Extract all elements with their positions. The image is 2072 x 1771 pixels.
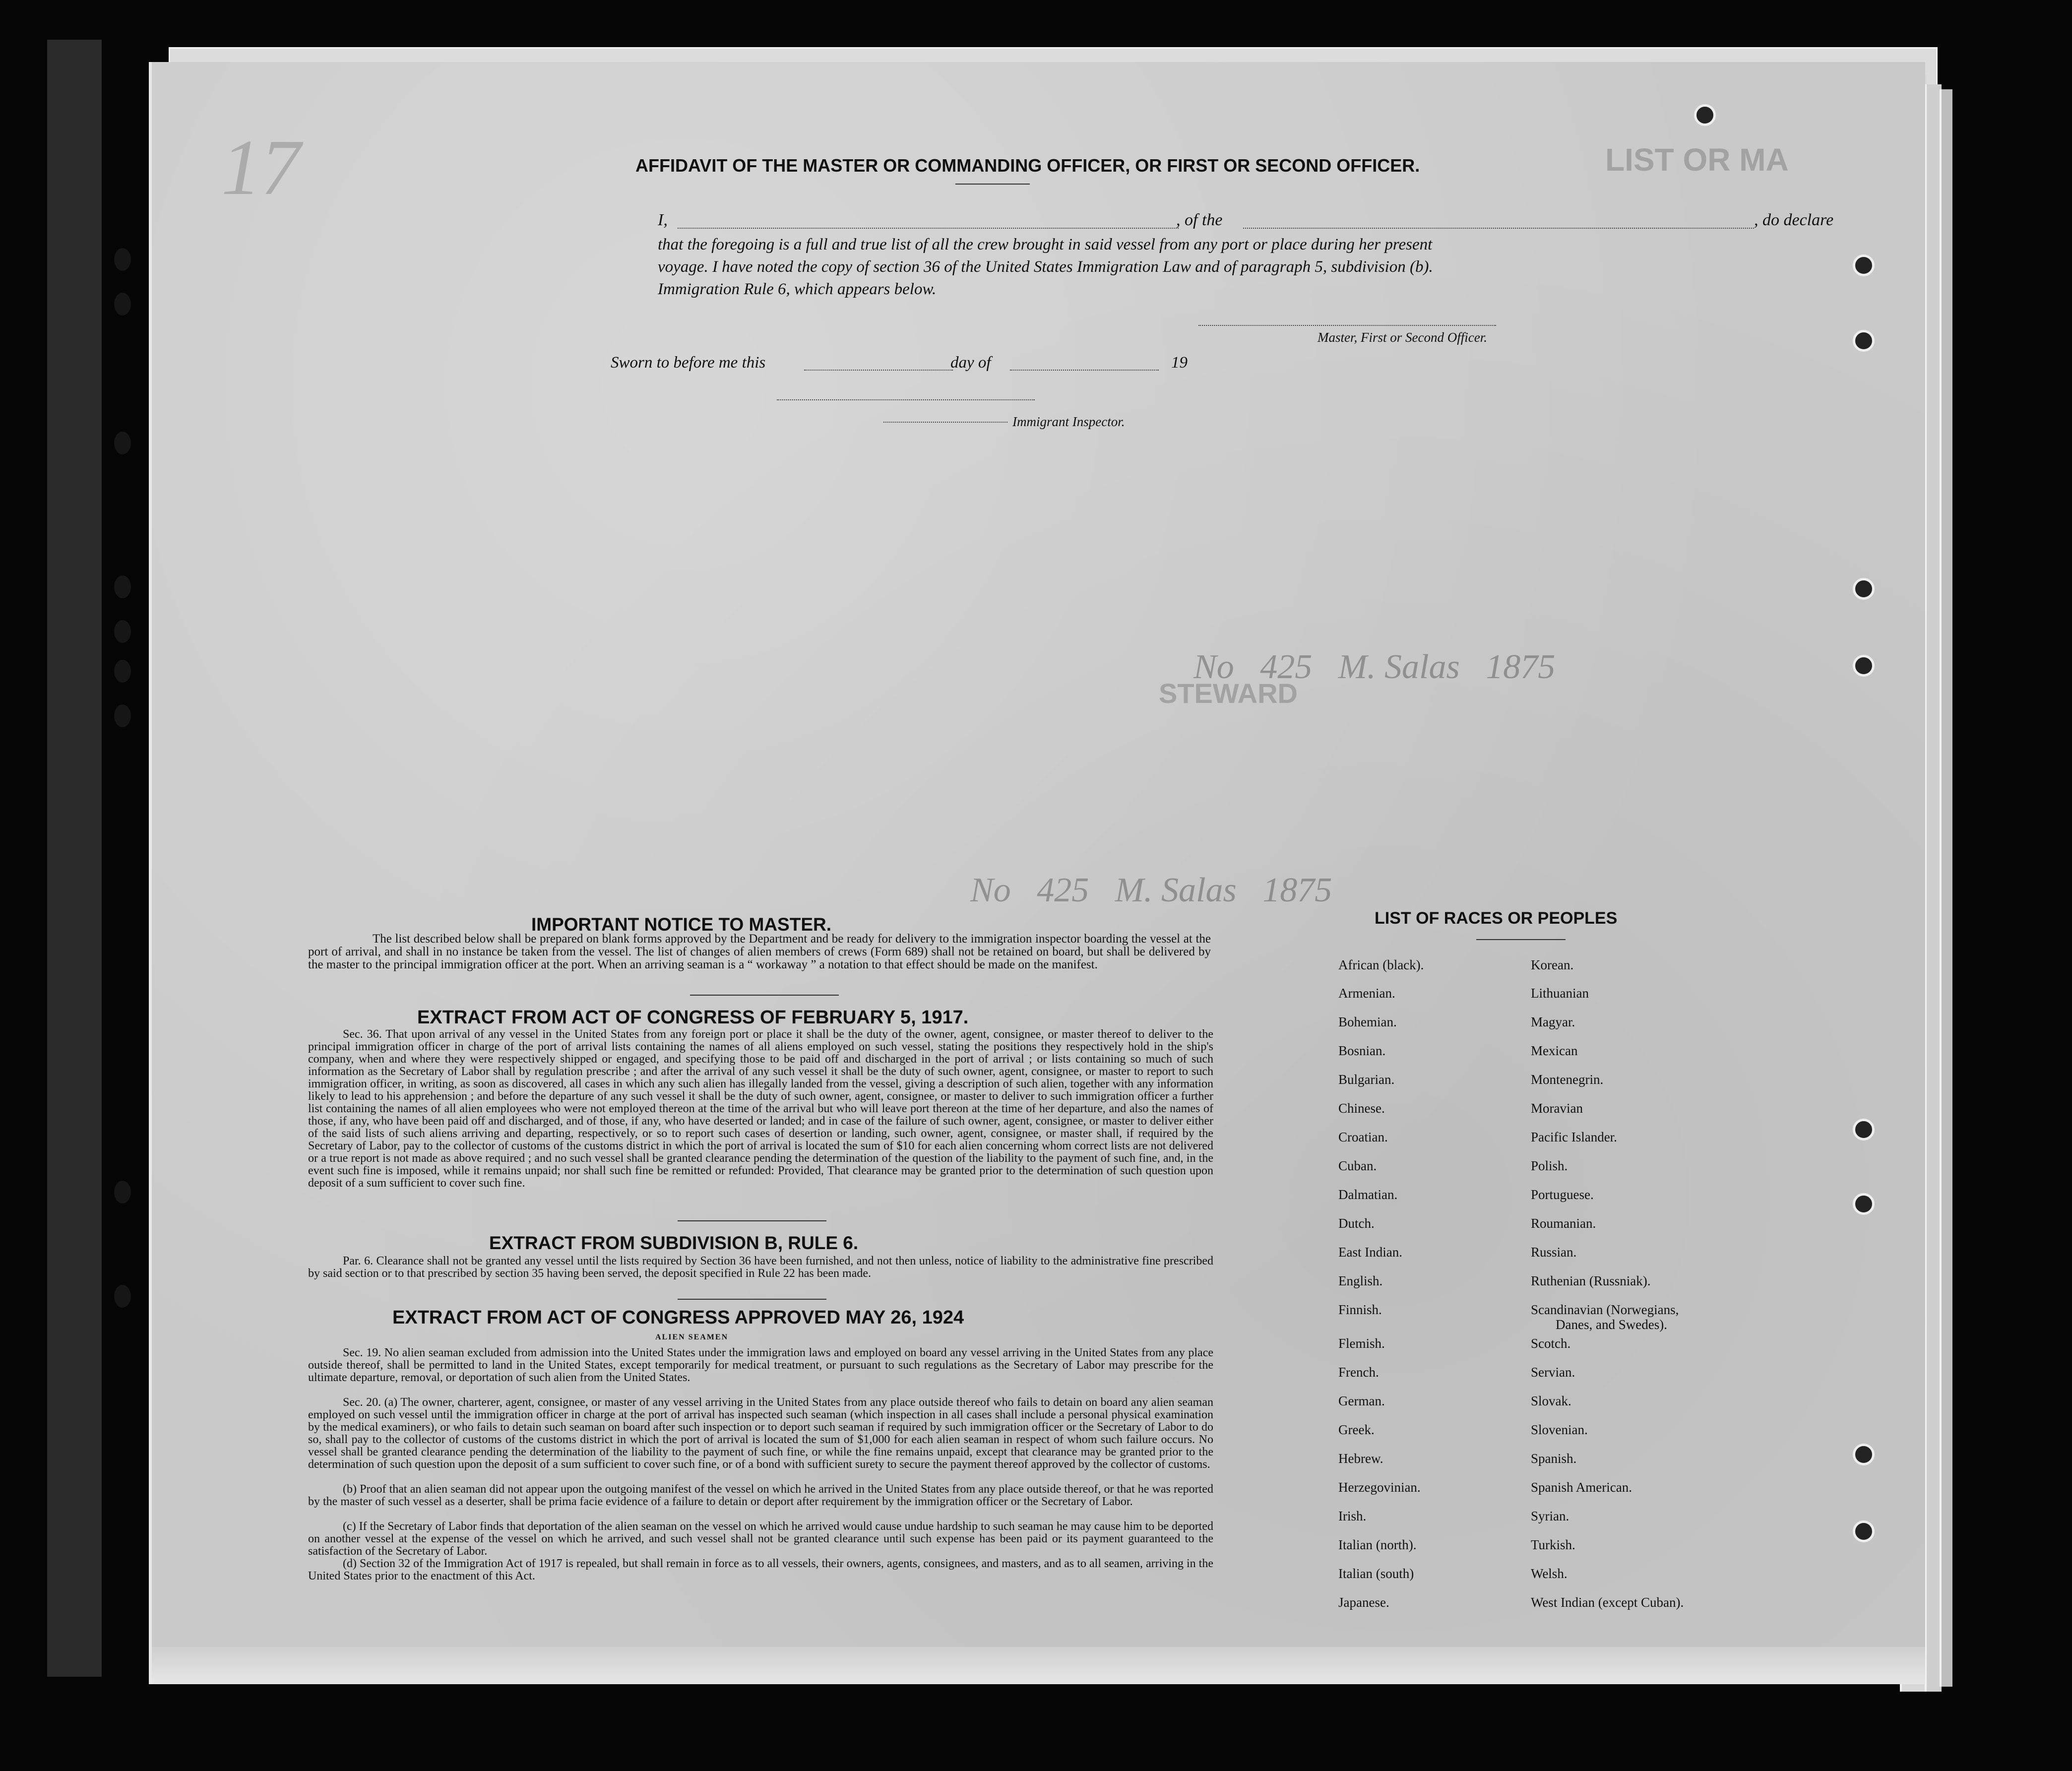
race-item: Italian (south) xyxy=(1338,1566,1414,1581)
rule6-body: Par. 6. Clearance shall not be granted any vessel until the lists required by Section 36 have been furnished, and not then unless, notice of liability to the administrative fine prescribed by said section or to that prescribed by section 35 having been served, the deposit specified in Rule 22 has been made. xyxy=(308,1255,1213,1280)
punch-hole xyxy=(1853,655,1875,677)
race-item: Syrian. xyxy=(1531,1509,1570,1523)
extract1924-sec20b: (b) Proof that an alien seaman did not appear upon the outgoing manifest of the vessel on which he arrived in the United States from any place outside thereof, or that he was reported by the master of such vessel as a deserter, shall be prima facie evidence of a failure to detain or deport after requirement by the immigration officer or the Secretary of Labor. xyxy=(308,1483,1213,1508)
page-edge-strip xyxy=(1925,84,1942,1692)
punch-hole xyxy=(1853,1444,1875,1465)
race-item: French. xyxy=(1338,1365,1379,1380)
binding-hole xyxy=(114,1285,131,1308)
race-item: Welsh. xyxy=(1531,1566,1568,1581)
extract1924-sec20a: Sec. 20. (a) The owner, charterer, agent, consignee, or master of any vessel arriving in the United States from any place outside thereof who fails to detain on board any alien seaman employed on such vessel until the immigration officer in charge at the port of arrival has inspected such seaman (which inspection in all cases shall include a personal physical examination by the medical examiners), or who fails to detain such seaman on board after such inspection or to deport such seaman if required by such immigration officer or the Secretary of Labor to do so, shall pay to the collector of customs of the customs district in which the port of arrival is located the sum of $1,000 for each alien seaman in respect of whom such failure occurs. No vessel shall be granted clearance pending the determination of the liability to the payment of such fine, or while the fine remains unpaid, except that clearance may be granted prior to the determination of such question upon the deposit of a sum sufficient to cover such fine, or of a bond with sufficient surety to secure the payment thereof approved by the collector of customs. xyxy=(308,1396,1213,1471)
extract1917-divider xyxy=(678,1220,826,1221)
race-item: Turkish. xyxy=(1531,1537,1575,1552)
race-item: Portuguese. xyxy=(1531,1187,1594,1202)
race-item: Russian. xyxy=(1531,1245,1577,1260)
race-item: Cuban. xyxy=(1338,1158,1377,1173)
year-label: 19 xyxy=(1171,354,1188,372)
punch-hole xyxy=(1853,1193,1875,1215)
race-item: Pacific Islander. xyxy=(1531,1130,1617,1144)
sworn-day-blank[interactable] xyxy=(804,370,953,371)
race-item: Scandinavian (Norwegians, xyxy=(1531,1302,1679,1317)
extract1924-sec20d: (d) Section 32 of the Immigration Act of 1917 is repealed, but shall remain in force as to all vessels, their owners, agents, consignees, and masters, and as to all seamen, arriving in the United States prior to the enactment of this Act. xyxy=(308,1557,1213,1582)
notice-title: IMPORTANT NOTICE TO MASTER. xyxy=(531,914,832,935)
race-item: East Indian. xyxy=(1338,1245,1402,1260)
affidavit-line4: Immigration Rule 6, which appears below. xyxy=(658,280,937,298)
notice-divider xyxy=(690,995,839,996)
race-item: Armenian. xyxy=(1338,986,1395,1001)
sworn-label: Sworn to before me this xyxy=(611,354,766,372)
race-item: Lithuanian xyxy=(1531,986,1589,1001)
master-signature-line[interactable] xyxy=(1198,325,1496,326)
race-item-continuation: Danes, and Swedes). xyxy=(1556,1317,1667,1332)
notice-body: The list described below shall be prepared on blank forms approved by the Department and be ready for delivery to the immigration inspector boarding the vessel at the port of arrival, and shall in no instance be taken from the vessel. The list of changes of alien members of crews (Form 689) shall not be retained on board, but shall be delivered by the master to the principal immigration officer at the port. When an arriving seaman is a “ workaway ” a notation to that effect should be made on the manifest. xyxy=(308,932,1211,971)
race-item: Japanese. xyxy=(1338,1595,1389,1610)
race-item: Montenegrin. xyxy=(1531,1072,1604,1087)
inspector-caption: Immigrant Inspector. xyxy=(1012,414,1125,429)
left-binding-strip xyxy=(47,40,102,1677)
race-item: Bohemian. xyxy=(1338,1014,1397,1029)
day-of-label: day of xyxy=(950,354,991,372)
race-item: Hebrew. xyxy=(1338,1451,1383,1466)
race-item: Spanish American. xyxy=(1531,1480,1632,1495)
page-edge-strip xyxy=(1940,89,1952,1687)
inspector-signature-line[interactable] xyxy=(777,399,1035,400)
binding-hole xyxy=(114,575,131,598)
extract1924-sec20c: (c) If the Secretary of Labor finds that deportation of the alien seaman on the vessel on which he arrived would cause undue hardship to such seaman he may cause him to be deported on another vessel at the expense of the vessel on which he arrived, and such vessel shall not be granted clearance until such expense has been paid or its payment guaranteed to the satisfaction of the Secretary of Labor. xyxy=(308,1520,1213,1558)
affidavit-vessel-blank[interactable] xyxy=(1243,228,1754,229)
race-item: Spanish. xyxy=(1531,1451,1577,1466)
race-item: Croatian. xyxy=(1338,1130,1388,1144)
sworn-month-blank[interactable] xyxy=(1010,370,1159,371)
affidavit-title: AFFIDAVIT OF THE MASTER OR COMMANDING OFFICER, OR FIRST OR SECOND OFFICER. xyxy=(635,155,1420,176)
extract1917-body: Sec. 36. That upon arrival of any vessel in the United States from any foreign port or place it shall be the duty of the owner, agent, consignee, or master thereof to deliver to the principal immigration officer in charge of the port of arrival lists containing the names of all aliens employed on such vessel, stating the positions they respectively hold in the ship's company, when and where they were respectively shipped or engaged, and specifying those to be paid off and discharged in the port of arrival ; or lists containing so much of such information as the Secretary of Labor shall by regulation prescribe ; and after the arrival of any such vessel it shall be the duty of such owner, agent, consignee, or master to report to such immigration officer, in writing, as soon as discovered, all cases in which any such alien has illegally landed from the vessel, giving a description of such alien, together with any information likely to lead to his apprehension ; and before the departure of any such vessel it shall be the duty of such owner, agent, consignee, or master to deliver to such immigration officer a further list containing the names of all alien employees who were not employed thereon at the time of the arrival but who will leave port thereon at the time of her departure, and also the names of those, if any, who have been paid off and discharged, and of those, if any, who have deserted or landed; and in case of the failure of such owner, agent, consignee, or master to deliver either of the said lists of such aliens arriving and departing, respectively, or so to report such cases of desertion or landing, such owner, agent, consignee, or master shall, if required by the Secretary of Labor, pay to the collector of customs of the customs district in which the port of arrival is located the sum of $10 for each alien concerning whom correct lists are not delivered or a true report is not made as above required ; and no such vessel shall be granted clearance pending the determination of the question of the liability to the payment of such fine, and, in the event such fine is imposed, while it remains unpaid; nor shall such fine be remitted or refunded: Provided, That clearance may be granted prior to the determination of such question upon deposit of a sum sufficient to cover such fine. xyxy=(308,1028,1213,1190)
punch-hole xyxy=(1853,330,1875,352)
extract1924-sec19: Sec. 19. No alien seaman excluded from admission into the United States under the immigration laws and employed on board any vessel arriving in the United States from any place outside thereof, shall be permitted to land in the United States, except temporarily for medical treatment, or pursuant to such regulations as the Secretary of Labor may prescribe for the ultimate departure, removal, or deportation of such alien from the United States. xyxy=(308,1346,1213,1384)
rule6-title: EXTRACT FROM SUBDIVISION B, RULE 6. xyxy=(489,1233,859,1253)
race-item: African (black). xyxy=(1338,957,1424,972)
race-item: English. xyxy=(1338,1273,1383,1288)
race-item: Slovenian. xyxy=(1531,1422,1588,1437)
race-item: Slovak. xyxy=(1531,1393,1571,1408)
affidavit-title-underline xyxy=(955,184,1030,185)
bleed-through-handwriting: No 425 M. Salas 1875 xyxy=(970,871,1332,909)
inspector-signature-line-2[interactable] xyxy=(883,422,1007,423)
extract1924-subtitle: ALIEN SEAMEN xyxy=(655,1333,729,1341)
race-item: Bosnian. xyxy=(1338,1043,1386,1058)
race-item: Roumanian. xyxy=(1531,1216,1596,1231)
punch-hole xyxy=(1853,1119,1875,1140)
extract1924-title: EXTRACT FROM ACT OF CONGRESS APPROVED MAY 26, 1924 xyxy=(392,1307,964,1328)
race-item: Servian. xyxy=(1531,1365,1575,1380)
race-item: Moravian xyxy=(1531,1101,1583,1116)
bleed-through-handwriting: No 425 M. Salas 1875 xyxy=(1193,648,1556,686)
race-item: Scotch. xyxy=(1531,1336,1571,1351)
race-item: Dutch. xyxy=(1338,1216,1375,1231)
race-item: Ruthenian (Russniak). xyxy=(1531,1273,1651,1288)
master-caption: Master, First or Second Officer. xyxy=(1318,330,1487,345)
affidavit-line2: that the foregoing is a full and true list of all the crew brought in said vessel from any port or place during her present xyxy=(658,236,1433,253)
race-item: German. xyxy=(1338,1393,1385,1408)
punch-hole xyxy=(1853,578,1875,600)
binding-hole xyxy=(114,293,131,316)
binding-hole xyxy=(114,704,131,727)
race-item: Bulgarian. xyxy=(1338,1072,1395,1087)
race-item: Chinese. xyxy=(1338,1101,1385,1116)
corner-handwriting: 17 xyxy=(221,123,301,211)
race-item: Korean. xyxy=(1531,957,1574,972)
manifest-page xyxy=(149,62,1925,1684)
race-item: Irish. xyxy=(1338,1509,1367,1523)
affidavit-line1-of: , of the xyxy=(1176,211,1223,229)
race-item: Mexican xyxy=(1531,1043,1578,1058)
binding-hole xyxy=(114,660,131,683)
race-item: Finnish. xyxy=(1338,1302,1382,1317)
race-item: Magyar. xyxy=(1531,1014,1575,1029)
bleed-through-heading: LIST OR MA xyxy=(1605,142,1789,178)
binding-hole xyxy=(114,248,131,271)
punch-hole xyxy=(1853,1520,1875,1542)
race-item: Dalmatian. xyxy=(1338,1187,1398,1202)
punch-hole xyxy=(1694,104,1716,126)
affidavit-name-blank[interactable] xyxy=(678,228,1179,229)
races-title-underline xyxy=(1476,939,1566,940)
race-item: Polish. xyxy=(1531,1158,1568,1173)
race-item: Italian (north). xyxy=(1338,1537,1417,1552)
binding-hole xyxy=(114,1181,131,1203)
race-item: Flemish. xyxy=(1338,1336,1385,1351)
race-item: Herzegovinian. xyxy=(1338,1480,1421,1495)
binding-hole xyxy=(114,620,131,643)
affidavit-line1-declare: , do declare xyxy=(1754,211,1834,229)
page-bottom-curl xyxy=(152,1647,1925,1684)
bleed-through-steward: STEWARD xyxy=(1159,678,1298,709)
extract1917-title: EXTRACT FROM ACT OF CONGRESS OF FEBRUARY 5, 1917. xyxy=(417,1007,969,1028)
binding-hole xyxy=(114,432,131,454)
rule6-divider xyxy=(678,1299,826,1300)
affidavit-line1-i: I, xyxy=(658,211,668,229)
races-title: LIST OF RACES OR PEOPLES xyxy=(1375,909,1618,928)
race-item: Greek. xyxy=(1338,1422,1375,1437)
race-item: West Indian (except Cuban). xyxy=(1531,1595,1684,1610)
punch-hole xyxy=(1853,254,1875,276)
affidavit-line3: voyage. I have noted the copy of section 36 of the United States Immigration Law and of paragraph 5, subdivision (b). xyxy=(658,258,1433,276)
